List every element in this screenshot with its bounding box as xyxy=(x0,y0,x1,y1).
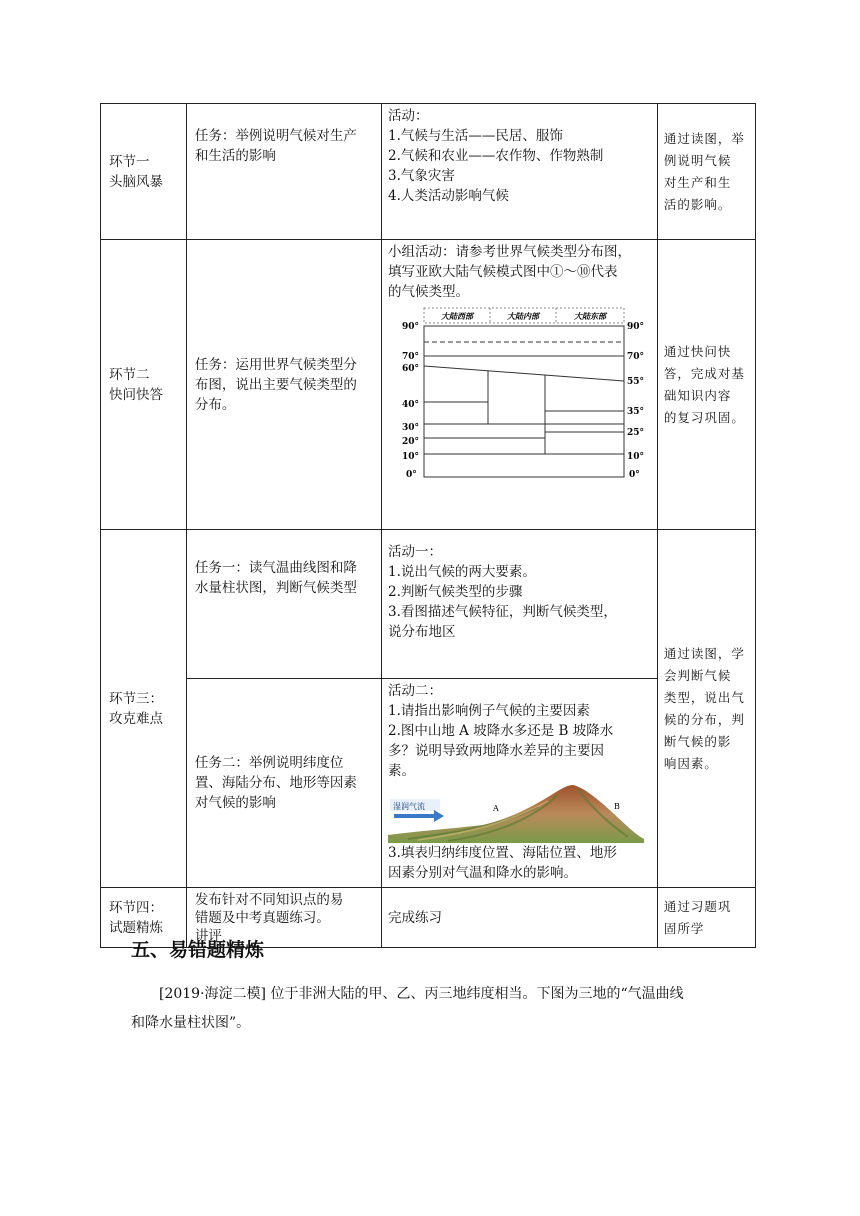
activity-cell: 活动： 1.气候与生活——民居、服饰 2.气候和农业——农作物、作物熟制 3.气象灾害 4.人类活动影响气候 xyxy=(381,104,657,240)
goal-cell: 通过读图，举 例说明气候 对生产和生 活的影响。 xyxy=(657,104,755,240)
task-cell: 任务一：读气温曲线图和降 水量柱状图，判断气候类型 xyxy=(186,530,381,679)
lat-label-left: 40° xyxy=(401,400,420,410)
lesson-plan-table xyxy=(100,103,756,948)
airflow-label: 湿润气流 xyxy=(392,802,425,811)
stage-cell: 环节一 头脑风暴 xyxy=(101,104,187,240)
activity-cell: 活动二： 1.请指出影响例子气候的主要因素 2.图中山地 A 坡降水多还是 B 坡降水 多？说明导致两地降水差异的主要因 素。 湿润气流 A B 3.填表归纳纬度位置、海陆位置、地形 因素分别对气温和降水的影响。 xyxy=(381,679,657,888)
lat-label-right: 10° xyxy=(626,452,645,462)
task-cell: 任务：运用世界气候类型分 布图，说出主要气候类型的 分布。 xyxy=(186,240,381,530)
table-row xyxy=(101,104,756,240)
goal-cell: 通过读图，学 会判断气候 类型，说出气 候的分布，判 断气候的影 响因素。 xyxy=(657,530,755,888)
lat-label-right: 70° xyxy=(626,352,645,362)
stage-cell: 环节四： 试题精炼 xyxy=(101,888,187,948)
lat-label-left: 0° xyxy=(405,470,417,480)
stage-cell: 环节三： 攻克难点 xyxy=(101,530,187,888)
question-intro: [2019·海淀二模] 位于非洲大陆的甲、乙、丙三地纬度相当。下图为三地的“气温曲线 xyxy=(159,986,684,1002)
section-heading: 五、易错题精炼 xyxy=(131,939,265,961)
lat-label-right: 55° xyxy=(626,377,645,387)
eurasia-climate-model-diagram xyxy=(388,306,650,484)
lat-label-left: 60° xyxy=(401,364,420,374)
question-intro-continued: 和降水量柱状图”。 xyxy=(131,1015,251,1031)
task-cell: 任务二：举例说明纬度位 置、海陆分布、地形等因素 对气候的影响 xyxy=(186,679,381,888)
mountain-illustration xyxy=(388,783,644,843)
lat-label-left: 30° xyxy=(401,423,420,433)
goal-cell: 通过习题巩 固所学 xyxy=(657,888,755,948)
task-cell: 任务：举例说明气候对生产 和生活的影响 xyxy=(186,104,381,240)
table-row xyxy=(101,679,756,888)
slope-a-label: A xyxy=(492,804,499,813)
diagram-header-west: 大陆西部 xyxy=(440,311,473,321)
slope-b-label: B xyxy=(613,802,620,811)
lat-label-right: 25° xyxy=(626,428,645,438)
task-cell: 发布针对不同知识点的易 错题及中考真题练习。 讲评 xyxy=(186,888,381,948)
stage-cell: 环节二 快问快答 xyxy=(101,240,187,530)
airflow-arrow-icon xyxy=(394,810,444,822)
diagram-header-east: 大陆东部 xyxy=(573,311,606,321)
activity-cell: 小组活动：请参考世界气候类型分布图， 填写亚欧大陆气候模式图中①～⑩代表 的气候类型。 大陆西部 大陆内部 大陆东部 90° 70° 60° 40° 30° 20° 10° 0° 90° 70° 55° 35° 25° 10° 0° xyxy=(381,240,657,530)
table-row xyxy=(101,530,756,679)
lat-label-left: 90° xyxy=(401,322,420,332)
lat-label-left: 70° xyxy=(401,352,420,362)
lat-label-right: 90° xyxy=(626,322,645,332)
lat-label-left: 20° xyxy=(401,437,420,447)
lat-label-left: 10° xyxy=(401,452,420,462)
lat-label-right: 35° xyxy=(626,407,645,417)
activity-cell: 完成练习 xyxy=(381,888,657,948)
lat-label-right: 0° xyxy=(628,470,640,480)
table-row xyxy=(101,240,756,530)
diagram-header-interior: 大陆内部 xyxy=(506,311,539,321)
activity-cell: 活动一： 1.说出气候的两大要素。 2.判断气候类型的步骤 3.看图描述气候特征，判断气候类型， 说分布地区 xyxy=(381,530,657,679)
goal-cell: 通过快问快 答，完成对基 础知识内容 的复习巩固。 xyxy=(657,240,755,530)
